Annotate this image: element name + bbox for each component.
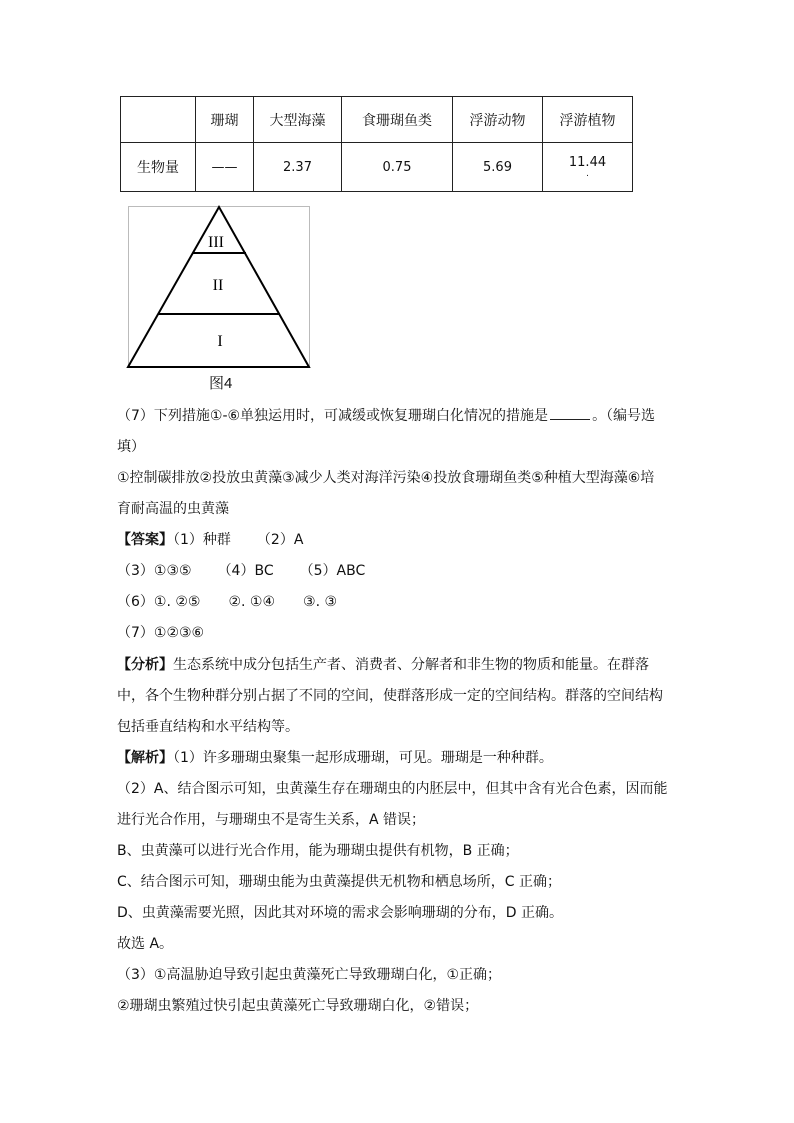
table-cell: —— [196,143,254,192]
text-line [117,650,677,681]
answer-item: （2）A [256,532,304,548]
row-label: 生物量 [121,143,196,192]
table-header-cell: 食珊瑚鱼类 [342,97,453,143]
text-line: （2）A、结合图示可知，虫黄藻生存在珊瑚虫的内胚层中，但其中含有光合色素，因而能 [117,781,668,797]
text-line: ②珊瑚虫繁殖过快引起虫黄藻死亡导致珊瑚白化，②错误； [117,998,479,1014]
biomass-table [120,96,633,192]
text-line [117,525,677,556]
table-header-cell [121,97,196,143]
answer-item: （1）种群 [173,532,231,548]
text-line: B、虫黄藻可以进行光合作用，能为珊瑚虫提供有机物，B 正确； [117,843,519,859]
text-line: （7）①②③⑥ [117,625,205,641]
text-line: （3）①高温胁迫导致引起虫黄藻死亡导致珊瑚白化，①正确； [117,967,502,983]
question-text: 。（编号选 [592,408,656,424]
text-line: 育耐高温的虫黄藻 [117,501,229,517]
question-text: （7）下列措施①-⑥单独运用时，可减缓或恢复珊瑚白化情况的措施是 [117,408,549,424]
table-header-cell: 珊瑚 [196,97,254,143]
explanation-label: 【解析】 [117,750,173,766]
answer-label: 【答案】 [117,532,173,548]
answer-blank[interactable] [550,405,590,420]
answer-item: （5）ABC [299,563,366,579]
text-line: （6）①. ②⑤ ②. ①④ ③. ③ [117,594,338,610]
table-header-cell: 浮游动物 [453,97,543,143]
table-header-row [121,97,633,143]
pyramid-label-1: I [217,333,223,350]
text-line: D、虫黄藻需要光照，因此其对环境的需求会影响珊瑚的分布，D 正确。 [117,905,564,921]
answer-item: （3）①③⑤ [117,563,192,579]
dot-mark: . [586,169,589,179]
table-cell: 5.69 [453,143,543,192]
text-line [117,401,677,432]
text-line: 填） [117,439,145,455]
pyramid-diagram [126,204,312,372]
figure-caption: 图4 [209,375,233,392]
table-cell: 2.37 [254,143,342,192]
pyramid-label-2: II [212,277,224,294]
table-header-cell: 浮游植物 [543,97,633,143]
analysis-section [117,650,677,743]
question-7 [117,401,677,525]
explanation-section [117,743,677,1022]
text-line [117,556,677,587]
pyramid-label-3: III [208,234,224,251]
table-cell: 0.75 [342,143,453,192]
answer-section [117,525,677,649]
table-row [121,143,633,192]
analysis-label: 【分析】 [117,657,173,673]
plankton-value: 11.44 [568,155,607,170]
explanation-text: （1）许多珊瑚虫聚集一起形成珊瑚，可见。珊瑚是一种种群。 [173,750,553,766]
text-line: 故选 A。 [117,936,174,952]
text-line: C、结合图示可知，珊瑚虫能为虫黄藻提供无机物和栖息场所，C 正确； [117,874,561,890]
answer-item: （4）BC [217,563,274,579]
table-header-cell: 大型海藻 [254,97,342,143]
analysis-text: 生态系统中成分包括生产者、消费者、分解者和非生物的物质和能量。在群落 [173,657,649,673]
table-cell [543,143,633,192]
text-line: ①控制碳排放②投放虫黄藻③减少人类对海洋污染④投放食珊瑚鱼类⑤种植大型海藻⑥培 [117,470,655,486]
text-line: 进行光合作用，与珊瑚虫不是寄生关系，A 错误； [117,812,426,828]
text-line [117,743,677,774]
text-line: 中，各个生物种群分别占据了不同的空间，使群落形成一定的空间结构。群落的空间结构 [117,688,663,704]
text-line: 包括垂直结构和水平结构等。 [117,719,299,735]
